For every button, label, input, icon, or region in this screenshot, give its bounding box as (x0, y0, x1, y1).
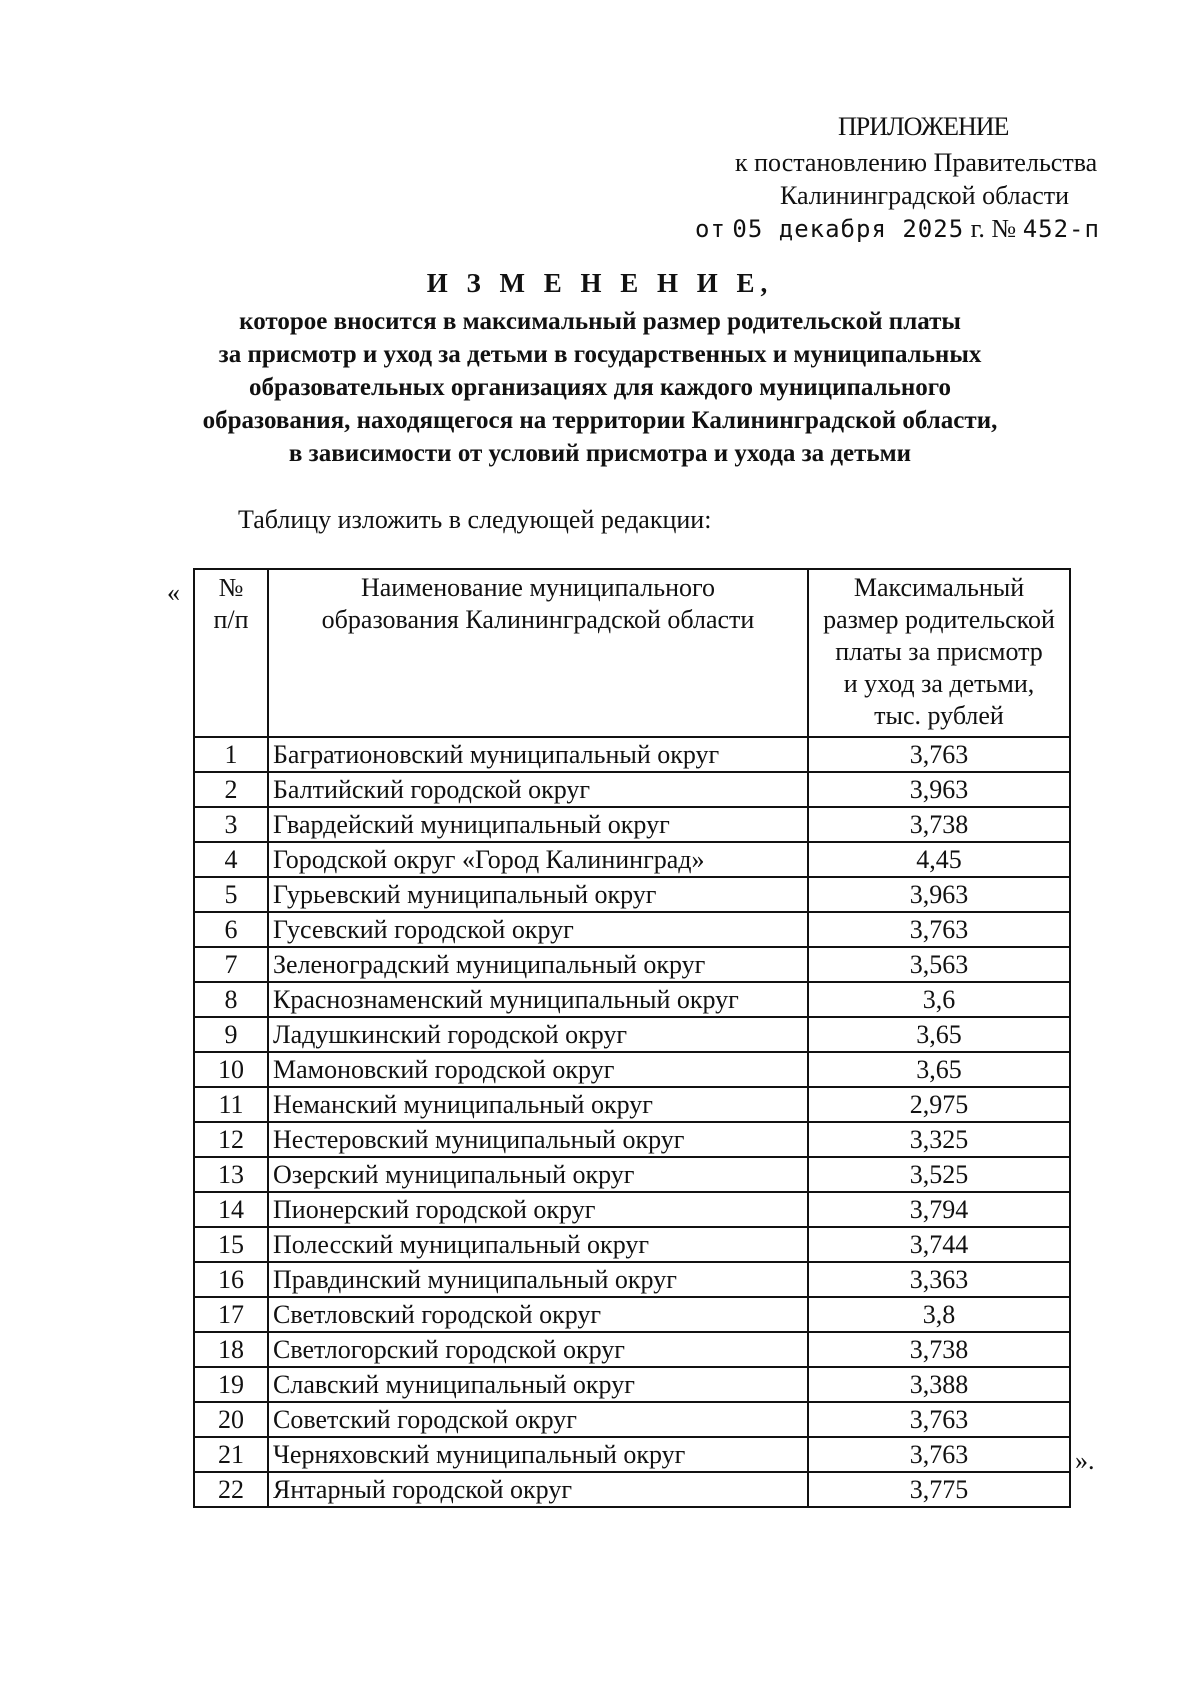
table-row (194, 947, 1070, 982)
table-row (194, 1367, 1070, 1402)
row-number: 21 (194, 1437, 268, 1472)
subtitle-line: образовательных организациях для каждого муниципального (249, 374, 951, 401)
table-row (194, 842, 1070, 877)
row-number: 5 (194, 877, 268, 912)
row-fee: 3,363 (808, 1262, 1070, 1297)
appendix-date-line (695, 212, 1100, 246)
table-row (194, 1017, 1070, 1052)
table-row (194, 982, 1070, 1017)
appendix-region-line: Калининградской области (780, 181, 1070, 210)
row-fee: 2,975 (808, 1087, 1070, 1122)
table-row (194, 1227, 1070, 1262)
table-row (194, 1122, 1070, 1157)
row-number: 4 (194, 842, 268, 877)
row-fee: 3,738 (808, 807, 1070, 842)
table-row (194, 877, 1070, 912)
row-fee: 3,388 (808, 1367, 1070, 1402)
header-number-line: п/п (213, 605, 249, 634)
table-row (194, 807, 1070, 842)
decree-date-prefix: от (695, 215, 726, 243)
row-number: 12 (194, 1122, 268, 1157)
row-number: 16 (194, 1262, 268, 1297)
header-municipality-line: образования Калининградской области (321, 605, 755, 634)
row-fee: 3,963 (808, 877, 1070, 912)
row-municipality: Городской округ «Город Калининград» (268, 842, 808, 877)
row-number: 17 (194, 1297, 268, 1332)
row-fee: 3,6 (808, 982, 1070, 1017)
row-municipality: Озерский муниципальный округ (268, 1157, 808, 1192)
table-row (194, 772, 1070, 807)
row-fee: 3,744 (808, 1227, 1070, 1262)
decree-number: 452-п (1022, 215, 1100, 243)
row-municipality: Ладушкинский городской округ (268, 1017, 808, 1052)
header-number-line: № (218, 573, 244, 602)
row-municipality: Краснознаменский муниципальный округ (268, 982, 808, 1017)
row-number: 9 (194, 1017, 268, 1052)
header-municipality-line: Наименование муниципального (360, 573, 716, 602)
row-municipality: Правдинский муниципальный округ (268, 1262, 808, 1297)
table-row (194, 1332, 1070, 1367)
row-municipality: Светлогорский городской округ (268, 1332, 808, 1367)
row-municipality: Черняховский муниципальный округ (268, 1437, 808, 1472)
row-fee: 3,763 (808, 912, 1070, 947)
row-fee: 4,45 (808, 842, 1070, 877)
parental-fee-table (193, 568, 1071, 1508)
row-municipality: Нестеровский муниципальный округ (268, 1122, 808, 1157)
row-municipality: Советский городской округ (268, 1402, 808, 1437)
row-fee: 3,563 (808, 947, 1070, 982)
table-row (194, 1157, 1070, 1192)
row-number: 14 (194, 1192, 268, 1227)
row-fee: 3,65 (808, 1052, 1070, 1087)
row-number: 18 (194, 1332, 268, 1367)
row-fee: 3,775 (808, 1472, 1070, 1507)
row-municipality: Гвардейский муниципальный округ (268, 807, 808, 842)
row-fee: 3,963 (808, 772, 1070, 807)
row-number: 8 (194, 982, 268, 1017)
row-number: 19 (194, 1367, 268, 1402)
header-fee-line: Максимальный (853, 573, 1025, 602)
row-number: 2 (194, 772, 268, 807)
row-municipality: Балтийский городской округ (268, 772, 808, 807)
header-fee-line: и уход за детьми, (843, 669, 1035, 698)
header-municipality (268, 569, 808, 737)
row-number: 3 (194, 807, 268, 842)
subtitle-line: в зависимости от условий присмотра и ухода за детьми (288, 440, 912, 467)
header-fee-line: тыс. рублей (874, 701, 1004, 730)
table-row (194, 1402, 1070, 1437)
row-municipality: Гусевский городской округ (268, 912, 808, 947)
row-municipality: Мамоновский городской округ (268, 1052, 808, 1087)
row-fee: 3,794 (808, 1192, 1070, 1227)
table-row (194, 1052, 1070, 1087)
opening-quote: « (167, 578, 180, 607)
row-fee: 3,65 (808, 1017, 1070, 1052)
row-number: 13 (194, 1157, 268, 1192)
row-fee: 3,738 (808, 1332, 1070, 1367)
header-max-fee (808, 569, 1070, 737)
appendix-decree-line: к постановлению Правительства (735, 148, 1098, 177)
subtitle-line: за присмотр и уход за детьми в государственных и муниципальных (218, 341, 982, 368)
table-row (194, 1472, 1070, 1507)
document-subtitle (150, 305, 1050, 470)
row-fee: 3,325 (808, 1122, 1070, 1157)
table-row (194, 1192, 1070, 1227)
row-municipality: Неманский муниципальный округ (268, 1087, 808, 1122)
table-row (194, 1297, 1070, 1332)
row-fee: 3,763 (808, 1402, 1070, 1437)
document-title: И З М Е Н Е Н И Е, (426, 268, 774, 298)
row-municipality: Янтарный городской округ (268, 1472, 808, 1507)
row-number: 1 (194, 737, 268, 772)
row-municipality: Светловский городской округ (268, 1297, 808, 1332)
table-row (194, 912, 1070, 947)
row-fee: 3,763 (808, 737, 1070, 772)
row-fee: 3,763 (808, 1437, 1070, 1472)
row-number: 7 (194, 947, 268, 982)
closing-quote: ». (1075, 1446, 1095, 1475)
row-number: 20 (194, 1402, 268, 1437)
row-fee: 3,8 (808, 1297, 1070, 1332)
table-row (194, 1087, 1070, 1122)
table-row (194, 737, 1070, 772)
row-number: 6 (194, 912, 268, 947)
row-municipality: Славский муниципальный округ (268, 1367, 808, 1402)
subtitle-line: которое вносится в максимальный размер родительской платы (239, 308, 961, 335)
appendix-title: ПРИЛОЖЕНИЕ (838, 112, 1009, 141)
header-fee-line: платы за присмотр (835, 637, 1043, 666)
intro-text: Таблицу изложить в следующей редакции: (238, 505, 712, 534)
table-row (194, 1262, 1070, 1297)
table-header-row (194, 569, 1070, 737)
row-number: 22 (194, 1472, 268, 1507)
row-municipality: Гурьевский муниципальный округ (268, 877, 808, 912)
row-municipality: Багратионовский муниципальный округ (268, 737, 808, 772)
row-number: 15 (194, 1227, 268, 1262)
row-number: 11 (194, 1087, 268, 1122)
row-municipality: Полесский муниципальный округ (268, 1227, 808, 1262)
row-number: 10 (194, 1052, 268, 1087)
row-municipality: Зеленоградский муниципальный округ (268, 947, 808, 982)
table-row (194, 1437, 1070, 1472)
decree-date: 05 декабря 2025 (732, 215, 965, 243)
subtitle-line: образования, находящегося на территории Калининградской области, (202, 407, 998, 434)
decree-number-label: г. № (970, 214, 1017, 243)
row-municipality: Пионерский городской округ (268, 1192, 808, 1227)
header-number (194, 569, 268, 737)
row-fee: 3,525 (808, 1157, 1070, 1192)
header-fee-line: размер родительской (823, 605, 1055, 634)
